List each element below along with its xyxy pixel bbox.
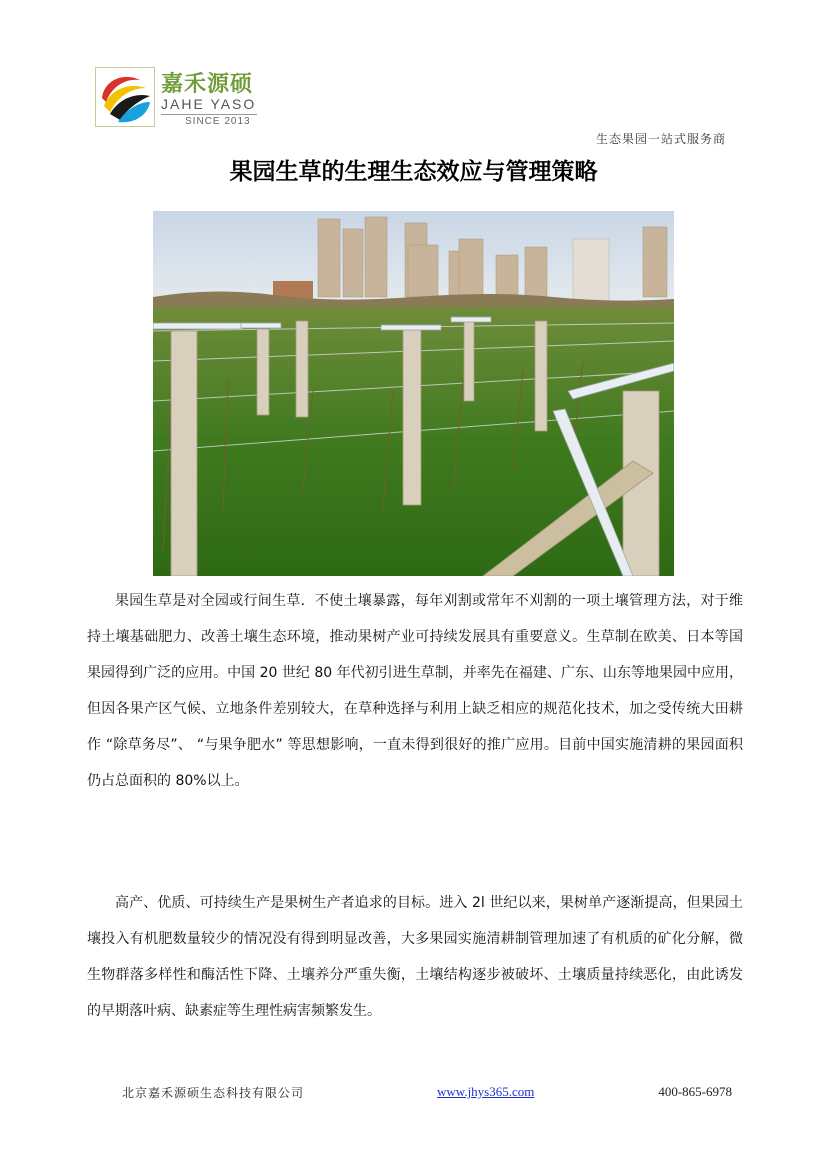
- header-tagline: 生态果园一站式服务商: [595, 132, 726, 146]
- paragraph-text: 果园生草是对全园或行间生草．不使土壤暴露，每年刈割或常年不刈割的一项土壤管理方法，对于维持土壤基础肥力、改善土壤生态环境，推动果树产业可持续发展具有重要意义。生草制在欧美、日本等国果园得到广泛的应用。中国 20 世纪 80 年代初引进生草制，并率先在福建、广东、山东等地果园中应用，但因各果产区气候、立地条件差别较大，在草种选择与利用上缺乏相应的规范化技术，加之受传统大田耕作 “除草务尽”、 “与果争肥水” 等思想影响，一直未得到很好的推广应用。目前中国实施清耕的果园面积仍占总面积的 80%以上。: [87, 593, 743, 789]
- article-paragraph-2: [87, 885, 743, 1029]
- logo-swirl-icon: [95, 67, 155, 127]
- article-paragraph-1: [87, 583, 743, 799]
- logo-since: SINCE 2013: [185, 116, 251, 127]
- vineyard-trellis-photo: [153, 211, 674, 576]
- logo-divider: [161, 114, 257, 115]
- logo-name-cn: 嘉禾源硕: [161, 72, 254, 97]
- article-title: 果园生草的生理生态效应与管理策略: [229, 159, 598, 185]
- footer-phone: 400-865-6978: [658, 1084, 732, 1099]
- footer-company: 北京嘉禾源硕生态科技有限公司: [122, 1086, 305, 1100]
- footer-website-link[interactable]: www.jhys365.com: [437, 1084, 535, 1099]
- company-logo: [95, 67, 265, 127]
- logo-name-en: JAHE YASO: [161, 96, 257, 112]
- paragraph-text: 高产、优质、可持续生产是果树生产者追求的目标。进入 2l 世纪以来，果树单产逐渐提高，但果园土壤投入有机肥数量较少的情况没有得到明显改善，大多果园实施清耕制管理加速了有机质的矿化分解，微生物群落多样性和酶活性下降、土壤养分严重失衡，土壤结构逐步被破坏、土壤质量持续恶化，由此诱发的早期落叶病、缺素症等生理性病害频繁发生。: [87, 895, 743, 1019]
